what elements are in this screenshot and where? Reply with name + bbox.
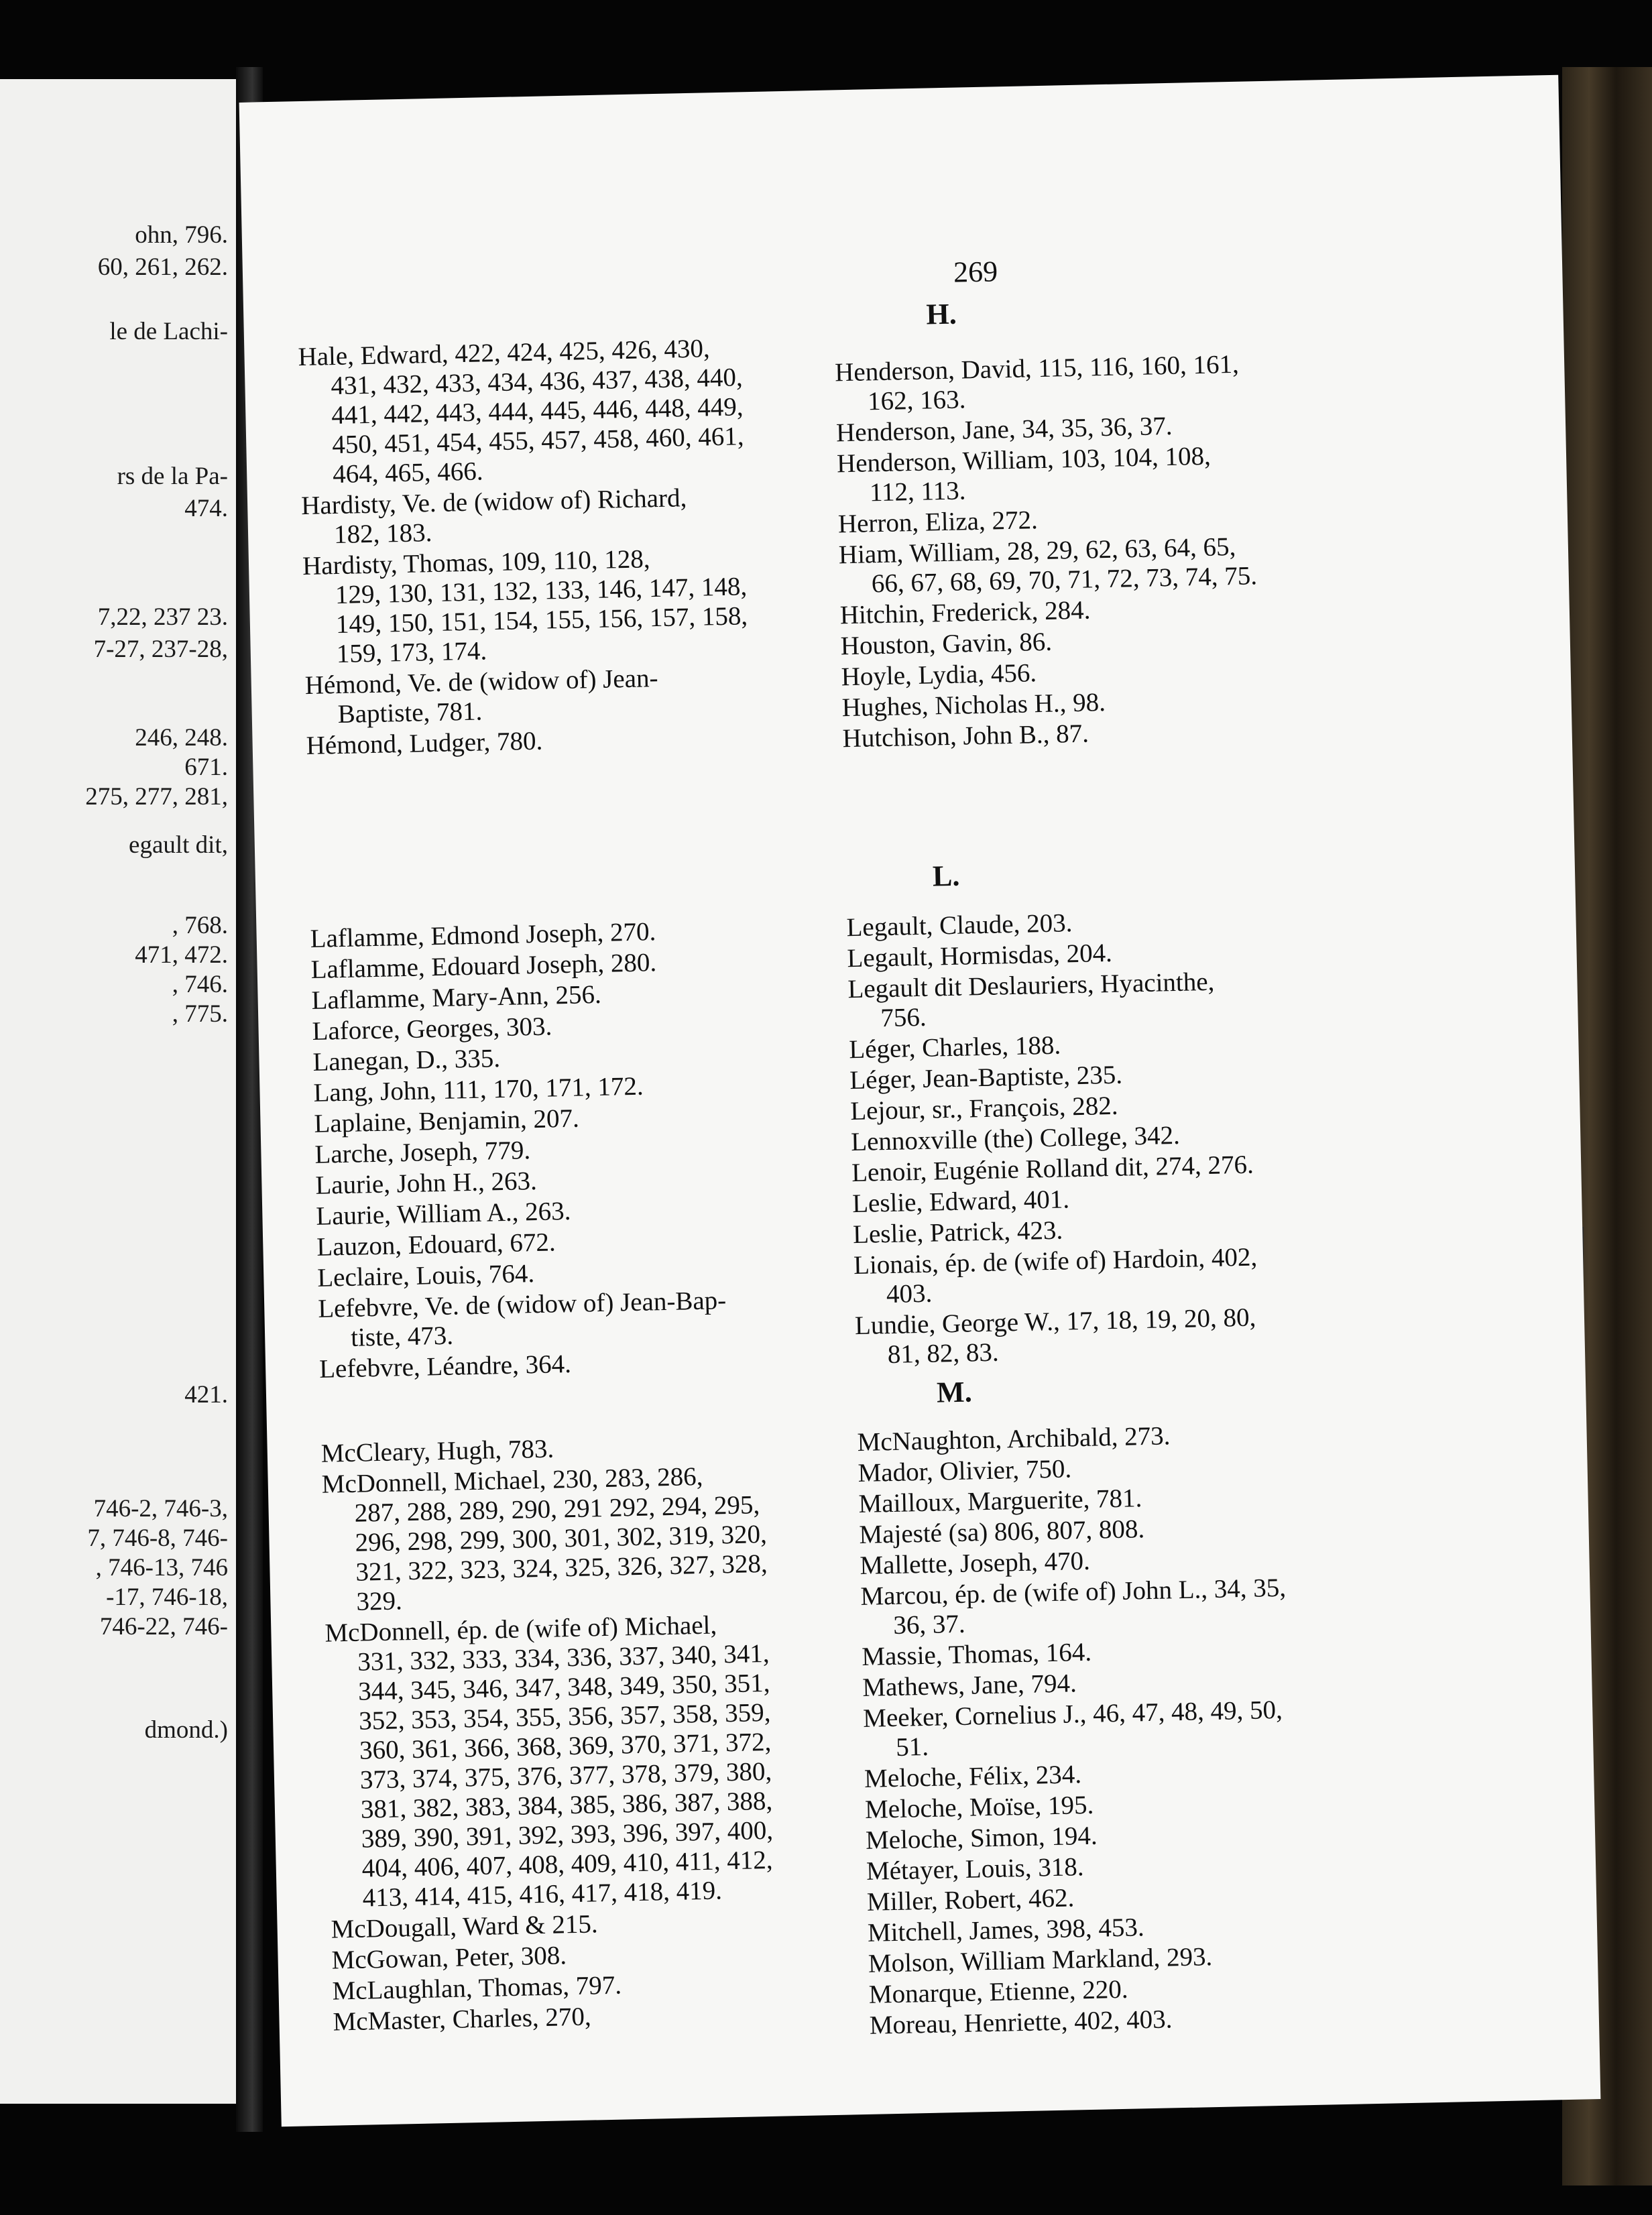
index-entry-continuation: 182, 183. — [333, 518, 432, 550]
index-entry-heading: Lefebvre, Léandre, 364. — [318, 1349, 572, 1384]
index-entry-heading: Lefebvre, Ve. de (widow of) Jean-Bap- — [317, 1286, 727, 1323]
index-entry-heading: Mador, Olivier, 750. — [858, 1454, 1072, 1488]
index-entry-heading: Molson, William Markland, 293. — [868, 1942, 1213, 1978]
index-entry — [838, 532, 1257, 599]
index-entry-heading: McLaughlan, Thomas, 797. — [332, 1970, 622, 2006]
index-entry-continuation: 413, 414, 415, 416, 417, 418, 419. — [362, 1876, 723, 1913]
index-entry-heading: Lejour, sr., François, 282. — [849, 1091, 1118, 1126]
index-entry-continuation: 389, 390, 391, 392, 393, 396, 397, 400, — [361, 1815, 774, 1854]
index-entry-continuation: 431, 432, 433, 434, 436, 437, 438, 440, — [331, 363, 744, 401]
index-entry-heading: Mailloux, Marguerite, 781. — [858, 1484, 1142, 1519]
previous-page-line: 60, 261, 262. — [97, 253, 228, 281]
column-left-l — [310, 916, 727, 1386]
previous-page-line: , 768. — [172, 912, 228, 939]
index-entry — [863, 1695, 1289, 1763]
index-entry-heading: Legault dit Deslauriers, Hyacinthe, — [847, 967, 1215, 1004]
section-heading-m: M. — [936, 1375, 973, 1409]
index-entry-heading: Hale, Edward, 422, 424, 425, 426, 430, — [298, 334, 711, 372]
index-entry-heading: McDougall, Ward & 215. — [331, 1909, 599, 1944]
index-entry-heading: Hutchison, John B., 87. — [842, 719, 1089, 754]
previous-page-line: 746-22, 746- — [99, 1613, 228, 1640]
previous-page-line: 471, 472. — [135, 941, 228, 969]
index-entry-heading: Laforce, Georges, 303. — [312, 1012, 552, 1046]
previous-page-line: 7, 746-8, 746- — [87, 1524, 228, 1552]
index-entry-heading: Meloche, Simon, 194. — [865, 1821, 1098, 1855]
index-entry-continuation: 756. — [880, 1002, 927, 1033]
column-left-h — [298, 333, 750, 762]
index-entry-heading: McNaughton, Archibald, 273. — [857, 1421, 1171, 1457]
index-entry-continuation: 162, 163. — [867, 385, 966, 416]
index-entry-heading: Legault, Claude, 203. — [846, 908, 1073, 943]
index-entry-heading: Lundie, George W., 17, 18, 19, 20, 80, — [854, 1303, 1256, 1341]
index-entry-continuation: 464, 465, 466. — [332, 457, 483, 489]
previous-page-line: egault dit, — [129, 831, 228, 859]
index-entry — [835, 349, 1254, 417]
index-entry-continuation: 404, 406, 407, 408, 409, 410, 411, 412, — [361, 1845, 773, 1883]
index-entry-heading: Monarque, Etienne, 220. — [868, 1974, 1128, 2009]
index-entry-heading: Leslie, Edward, 401. — [851, 1185, 1070, 1219]
index-entry-continuation: 331, 332, 333, 334, 336, 337, 340, 341, — [357, 1638, 770, 1677]
index-entry — [324, 1610, 774, 1914]
index-entry-heading: Laplaine, Benjamin, 207. — [314, 1103, 580, 1138]
index-entry — [855, 1303, 1260, 1370]
index-entry-heading: Meeker, Cornelius J., 46, 47, 48, 49, 50, — [862, 1695, 1283, 1733]
index-entry-continuation: 149, 150, 151, 154, 155, 156, 157, 158, — [335, 601, 748, 640]
index-entry-heading: Hardisty, Thomas, 109, 110, 128, — [302, 544, 650, 581]
previous-page-line: 7,22, 237 23. — [97, 603, 228, 631]
index-entry-heading: Henderson, David, 115, 116, 160, 161, — [834, 349, 1240, 387]
column-right-h — [835, 349, 1261, 755]
index-entry-heading: McCleary, Hugh, 783. — [320, 1434, 554, 1468]
column-left-m — [320, 1430, 777, 2039]
index-entry-continuation: 159, 173, 174. — [336, 636, 487, 669]
index-entry-heading: Lang, John, 111, 170, 171, 172. — [313, 1071, 644, 1108]
previous-page-line: , 775. — [172, 1000, 228, 1028]
index-entry-heading: Hoyle, Lydia, 456. — [841, 658, 1037, 692]
index-entry-heading: Lionais, ép. de (wife of) Hardoin, 402, — [853, 1242, 1258, 1280]
index-entry-continuation: 344, 345, 346, 347, 348, 349, 350, 351, — [357, 1668, 770, 1706]
index-entry-continuation: tiste, 473. — [350, 1321, 454, 1352]
index-entry-heading: Léger, Charles, 188. — [848, 1030, 1061, 1065]
index-entry-heading: Hémond, Ludger, 780. — [306, 726, 543, 761]
previous-page-line: -17, 746-18, — [106, 1583, 228, 1611]
index-entry-heading: Miller, Robert, 462. — [866, 1883, 1075, 1917]
previous-page-line: 746-2, 746-3, — [93, 1495, 228, 1522]
index-entry-heading: Marcou, ép. de (wife of) John L., 34, 35, — [860, 1573, 1287, 1612]
index-entry-heading: Lennoxville (the) College, 342. — [850, 1120, 1181, 1157]
previous-page-fragment — [0, 79, 240, 2104]
previous-page-line: 671. — [184, 754, 228, 781]
index-entry-continuation: 329. — [356, 1586, 403, 1616]
index-entry — [321, 1461, 768, 1618]
section-heading-l: L. — [932, 859, 960, 893]
index-entry-heading: Meloche, Félix, 234. — [864, 1760, 1082, 1793]
index-entry-heading: Hémond, Ve. de (widow of) Jean- — [304, 664, 658, 701]
index-entry-heading: Métayer, Louis, 318. — [866, 1852, 1084, 1886]
column-right-m — [857, 1419, 1295, 2042]
index-entry-heading: Houston, Gavin, 86. — [840, 627, 1053, 661]
index-entry-continuation: 403. — [886, 1278, 933, 1309]
index-entry-heading: Lenoir, Eugénie Rolland dit, 274, 276. — [851, 1150, 1254, 1188]
previous-page-line: ohn, 796. — [135, 221, 228, 249]
index-entry — [301, 482, 746, 550]
previous-page-line: 7-27, 237-28, — [93, 636, 228, 663]
index-entry-continuation: 373, 374, 375, 376, 377, 378, 379, 380, — [359, 1756, 772, 1795]
index-entry-heading: Larche, Joseph, 779. — [314, 1136, 531, 1169]
index-entry — [298, 333, 745, 490]
index-entry-heading: McDonnell, Michael, 230, 283, 286, — [321, 1461, 703, 1499]
index-entry-heading: Lanegan, D., 335. — [312, 1044, 501, 1077]
index-entry-heading: Hughes, Nicholas H., 98. — [841, 688, 1106, 723]
index-entry-heading: McDonnell, ép. de (wife of) Michael, — [324, 1610, 717, 1648]
column-right-l — [846, 905, 1259, 1372]
index-entry-continuation: Baptiste, 781. — [337, 697, 483, 729]
index-entry-heading: McMaster, Charles, 270, — [333, 2002, 592, 2037]
index-entry-heading: Mathews, Jane, 794. — [862, 1669, 1077, 1702]
index-entry — [853, 1243, 1258, 1311]
index-entry-continuation: 296, 298, 299, 300, 301, 302, 319, 320, — [355, 1519, 768, 1557]
index-entry-heading: Mallette, Joseph, 470. — [860, 1546, 1091, 1581]
previous-page-line: , 746-13, 746 — [95, 1554, 228, 1581]
index-entry-heading: Mitchell, James, 398, 453. — [867, 1913, 1145, 1948]
index-entry-heading: Meloche, Moïse, 195. — [864, 1790, 1094, 1824]
previous-page-line: , 746. — [172, 971, 228, 998]
index-entry-continuation: 51. — [895, 1732, 929, 1762]
index-entry-heading: Massie, Thomas, 164. — [861, 1637, 1092, 1671]
index-entry — [837, 440, 1256, 508]
index-entry-continuation: 66, 67, 68, 69, 70, 71, 72, 73, 74, 75. — [871, 561, 1258, 599]
index-entry-continuation: 381, 382, 383, 384, 385, 386, 387, 388, — [360, 1786, 773, 1824]
previous-page-line: dmond.) — [144, 1716, 228, 1744]
index-entry — [860, 1573, 1287, 1641]
index-entry-continuation: 81, 82, 83. — [887, 1337, 1000, 1370]
index-entry-heading: Laflamme, Mary-Ann, 256. — [311, 979, 602, 1015]
index-entry-heading: Moreau, Henriette, 402, 403. — [869, 2004, 1173, 2040]
section-heading-h: H. — [925, 297, 957, 331]
index-entry-continuation: 441, 442, 443, 444, 445, 446, 448, 449, — [331, 392, 744, 430]
index-entry-heading: Herron, Eliza, 272. — [837, 505, 1039, 539]
index-entry — [304, 662, 750, 730]
index-entry-heading: McGowan, Peter, 308. — [331, 1941, 567, 1975]
index-entry-heading: Henderson, Jane, 34, 35, 36, 37. — [835, 411, 1173, 448]
index-entry-heading: Leslie, Patrick, 423. — [852, 1215, 1063, 1250]
previous-page-line: 474. — [184, 495, 228, 522]
previous-page-line: rs de la Pa- — [117, 463, 228, 490]
index-entry-continuation: 360, 361, 366, 368, 369, 370, 371, 372, — [359, 1727, 772, 1765]
index-entry-continuation: 36, 37. — [892, 1609, 966, 1640]
index-entry-heading: Leclaire, Louis, 764. — [316, 1259, 535, 1293]
previous-page-line: 275, 277, 281, — [85, 783, 228, 811]
previous-page-line: le de Lachi- — [109, 318, 228, 345]
index-entry-heading: Majesté (sa) 806, 807, 808. — [859, 1514, 1145, 1550]
index-entry-continuation: 129, 130, 131, 132, 133, 146, 147, 148, — [335, 572, 748, 610]
index-entry-heading: Laflamme, Edmond Joseph, 270. — [310, 917, 656, 953]
index-entry-heading: Lauzon, Edouard, 672. — [316, 1228, 556, 1262]
index-entry-continuation: 450, 451, 454, 455, 457, 458, 460, 461, — [331, 422, 744, 460]
index-page — [239, 75, 1601, 2127]
index-entry-heading: Hardisty, Ve. de (widow of) Richard, — [300, 483, 687, 521]
index-entry-heading: Léger, Jean-Baptiste, 235. — [849, 1060, 1123, 1095]
index-entry-heading: Henderson, William, 103, 104, 108, — [836, 441, 1212, 479]
index-entry-heading: Legault, Hormisdas, 204. — [847, 938, 1113, 973]
index-entry — [318, 1286, 727, 1354]
page-number: 269 — [953, 255, 998, 289]
index-entry-continuation: 112, 113. — [869, 476, 966, 507]
index-entry-heading: Laflamme, Edouard Joseph, 280. — [310, 948, 657, 984]
index-entry — [302, 542, 749, 670]
index-entry-heading: Laurie, John H., 263. — [314, 1166, 538, 1200]
index-entry-heading: Hiam, William, 28, 29, 62, 63, 64, 65, — [838, 532, 1236, 570]
previous-page-line: 246, 248. — [135, 724, 228, 752]
index-entry — [847, 967, 1252, 1034]
index-entry-heading: Hitchin, Frederick, 284. — [839, 595, 1091, 630]
index-entry-continuation: 287, 288, 289, 290, 291 292, 294, 295, — [354, 1490, 760, 1528]
index-entry-continuation: 352, 353, 354, 355, 356, 357, 358, 359, — [358, 1697, 771, 1736]
index-entry-continuation: 321, 322, 323, 324, 325, 326, 327, 328, — [355, 1549, 768, 1587]
index-entry-heading: Laurie, William A., 263. — [315, 1196, 571, 1231]
previous-page-line: 421. — [184, 1381, 228, 1409]
